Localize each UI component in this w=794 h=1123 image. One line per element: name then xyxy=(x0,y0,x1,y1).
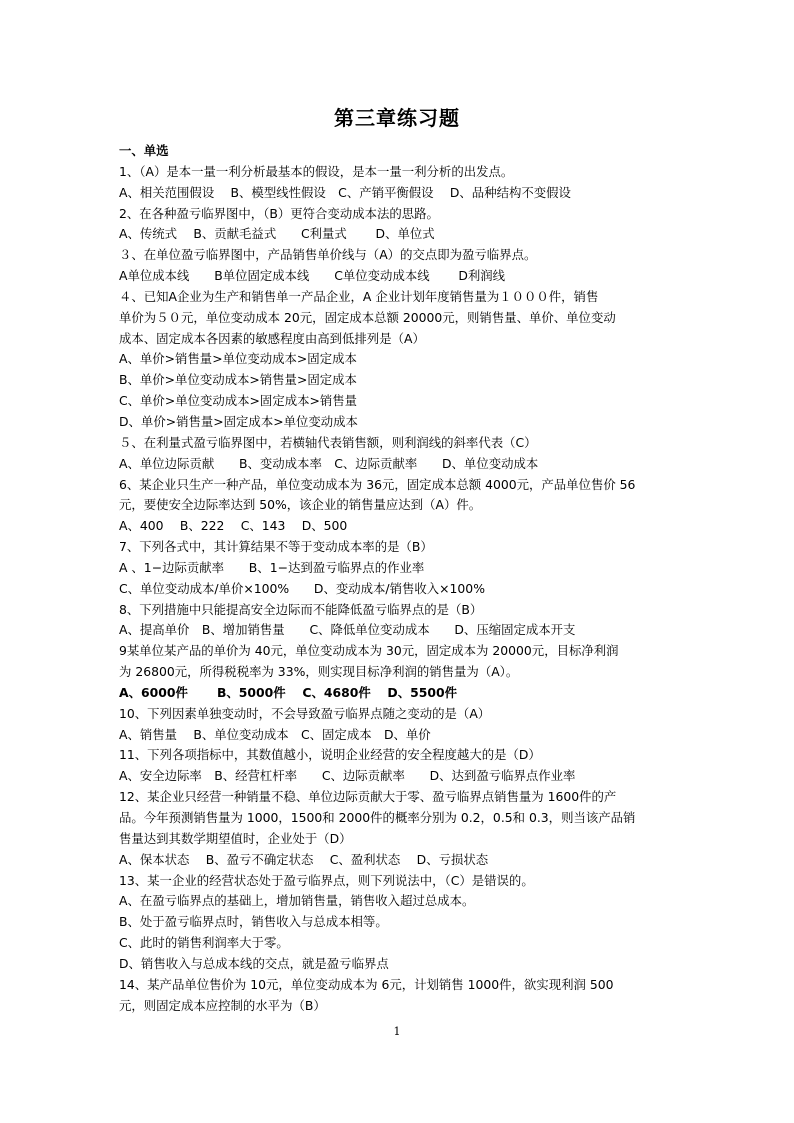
question-7-options-ab: A 、1−边际贡献率 B、1−达到盈亏临界点的作业率 xyxy=(119,559,425,575)
question-2-options: A、传统式 B、贡献毛益式 C利量式 D、单位式 xyxy=(119,226,435,242)
question-10: 10、下列因素单独变动时，不会导致盈亏临界点随之变动的是（A） xyxy=(119,705,491,721)
question-12-line-1: 12、某企业只经营一种销量不稳、单位边际贡献大于零、盈亏临界点销售量为 1600件的产 xyxy=(119,789,617,805)
question-12-line-3: 售量达到其数学期望值时，企业处于（D） xyxy=(119,830,352,846)
question-13: 13、某一企业的经营状态处于盈亏临界点，则下列说法中，（C）是错误的。 xyxy=(119,872,534,888)
question-5: ５、在利量式盈亏临界图中，若横轴代表销售额，则利润线的斜率代表（C） xyxy=(119,434,537,450)
question-4-line-1: ４、已知A企业为生产和销售单一产品企业，A 企业计划年度销售量为１０００件，销售 xyxy=(119,288,599,304)
question-13-option-d: D、销售收入与总成本线的交点，就是盈亏临界点 xyxy=(119,955,389,971)
question-8: 8、下列措施中只能提高安全边际而不能降低盈亏临界点的是（B） xyxy=(119,601,483,617)
question-7: 7、下列各式中，其计算结果不等于变动成本率的是（B） xyxy=(119,539,433,555)
question-9-line-2: 为 26800元，所得税税率为 33%，则实现目标净利润的销售量为（A）。 xyxy=(119,664,519,680)
question-6-options: A、400 B、222 C、143 D、500 xyxy=(119,518,348,534)
question-4-option-c: C、单价>单位变动成本>固定成本>销售量 xyxy=(119,393,358,409)
question-6-line-2: 元，要使安全边际率达到 50%，该企业的销售量应达到（A）件。 xyxy=(119,497,482,513)
question-1-options: A、相关范围假设 B、模型线性假设 C、产销平衡假设 D、品种结构不变假设 xyxy=(119,184,571,200)
question-11-options: A、安全边际率 B、经营杠杆率 C、边际贡献率 D、达到盈亏临界点作业率 xyxy=(119,768,576,784)
question-9-line-1: 9某单位某产品的单价为 40元，单位变动成本为 30元，固定成本为 20000元，目标净利润 xyxy=(119,643,619,659)
page-title: 第三章练习题 xyxy=(334,106,460,130)
question-12-options: A、保本状态 B、盈亏不确定状态 C、盈利状态 D、亏损状态 xyxy=(119,851,489,867)
question-13-option-c: C、此时的销售利润率大于零。 xyxy=(119,935,289,951)
question-8-options: A、提高单价 B、增加销售量 C、降低单位变动成本 D、压缩固定成本开支 xyxy=(119,622,576,638)
question-11: 11、下列各项指标中，其数值越小，说明企业经营的安全程度越大的是（D） xyxy=(119,747,541,763)
question-3: ３、在单位盈亏临界图中，产品销售单价线与（A）的交点即为盈亏临界点。 xyxy=(119,247,537,263)
question-6-line-1: 6、某企业只生产一种产品，单位变动成本为 36元，固定成本总额 4000元，产品单位售价 56 xyxy=(119,476,636,492)
question-14-line-1: 14、某产品单位售价为 10元，单位变动成本为 6元，计划销售 1000件，欲实现利润 500 xyxy=(119,976,614,992)
exercise-body xyxy=(119,141,689,1016)
question-13-option-a: A、在盈亏临界点的基础上，增加销售量，销售收入超过总成本。 xyxy=(119,893,475,909)
question-4-option-a: A、单价>销售量>单位变动成本>固定成本 xyxy=(119,351,357,367)
page-number: 1 xyxy=(393,1025,401,1038)
question-13-option-b: B、处于盈亏临界点时，销售收入与总成本相等。 xyxy=(119,914,388,930)
question-5-options: A、单位边际贡献 B、变动成本率 C、边际贡献率 D、单位变动成本 xyxy=(119,455,539,471)
question-9-options: A、6000件 B、5000件 C、4680件 D、5500件 xyxy=(119,684,457,700)
question-4-option-d: D、单价>销售量>固定成本>单位变动成本 xyxy=(119,413,358,429)
question-4-line-3: 成本、固定成本各因素的敏感程度由高到低排列是（A） xyxy=(119,330,425,346)
question-7-options-cd: C、单位变动成本/单价×100% D、变动成本/销售收入×100% xyxy=(119,580,485,596)
question-14-line-2: 元，则固定成本应控制的水平为（B） xyxy=(119,997,326,1013)
question-12-line-2: 品。今年预测销售量为 1000，1500和 2000件的概率分别为 0.2，0.5和 0.3，则当该产品销 xyxy=(119,810,636,825)
question-4-option-b: B、单价>单位变动成本>销售量>固定成本 xyxy=(119,372,357,388)
question-3-options: A单位成本线 B单位固定成本线 C单位变动成本线 D利润线 xyxy=(119,268,506,284)
question-4-line-2: 单价为５０元，单位变动成本 20元，固定成本总额 20000元，则销售量、单价、单位变动 xyxy=(119,309,616,325)
question-1: 1、（A）是本一量一利分析最基本的假设，是本一量一利分析的出发点。 xyxy=(119,163,514,179)
section-heading: 一、单选 xyxy=(119,143,169,158)
question-2: 2、在各种盈亏临界图中，（B）更符合变动成本法的思路。 xyxy=(119,205,439,221)
question-10-options: A、销售量 B、单位变动成本 C、固定成本 D、单价 xyxy=(119,726,431,742)
